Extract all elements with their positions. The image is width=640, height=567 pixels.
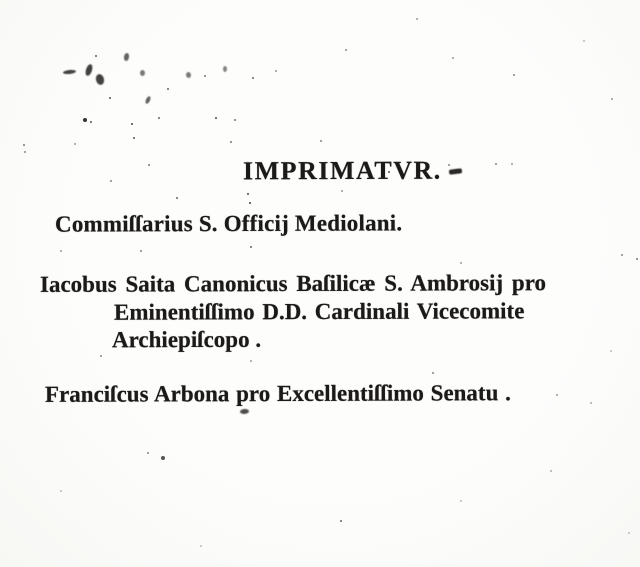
imprimatur-heading-text: IMPRIMATVR. [242,155,442,186]
iacobus-line-3: Archiepiſcopo . [111,326,262,353]
franciscus-line: Franciſcus Arbona pro Excellentiſſimo Senatu . [44,380,511,407]
dust-speckles [0,0,2,2]
ink-blot [84,63,93,76]
imprimatur-heading [243,156,442,187]
ink-blot [123,53,129,62]
iacobus-line-1: Iacobus Saita Canonicus Baſilicæ S. Ambrosij pro [39,270,547,297]
ink-blot [186,72,192,79]
ink-blot [144,96,151,105]
ink-blot [223,66,227,72]
commissarius-line: Commiſſarius S. Officij Mediolani. [54,210,403,237]
ink-dash-mark [449,168,463,175]
ink-blot [240,409,249,415]
ink-blot [140,70,145,76]
ink-blot [95,73,106,86]
ink-blot [63,69,76,74]
iacobus-line-2: Eminentiſſimo D.D. Cardinali Vicecomite [113,298,525,325]
